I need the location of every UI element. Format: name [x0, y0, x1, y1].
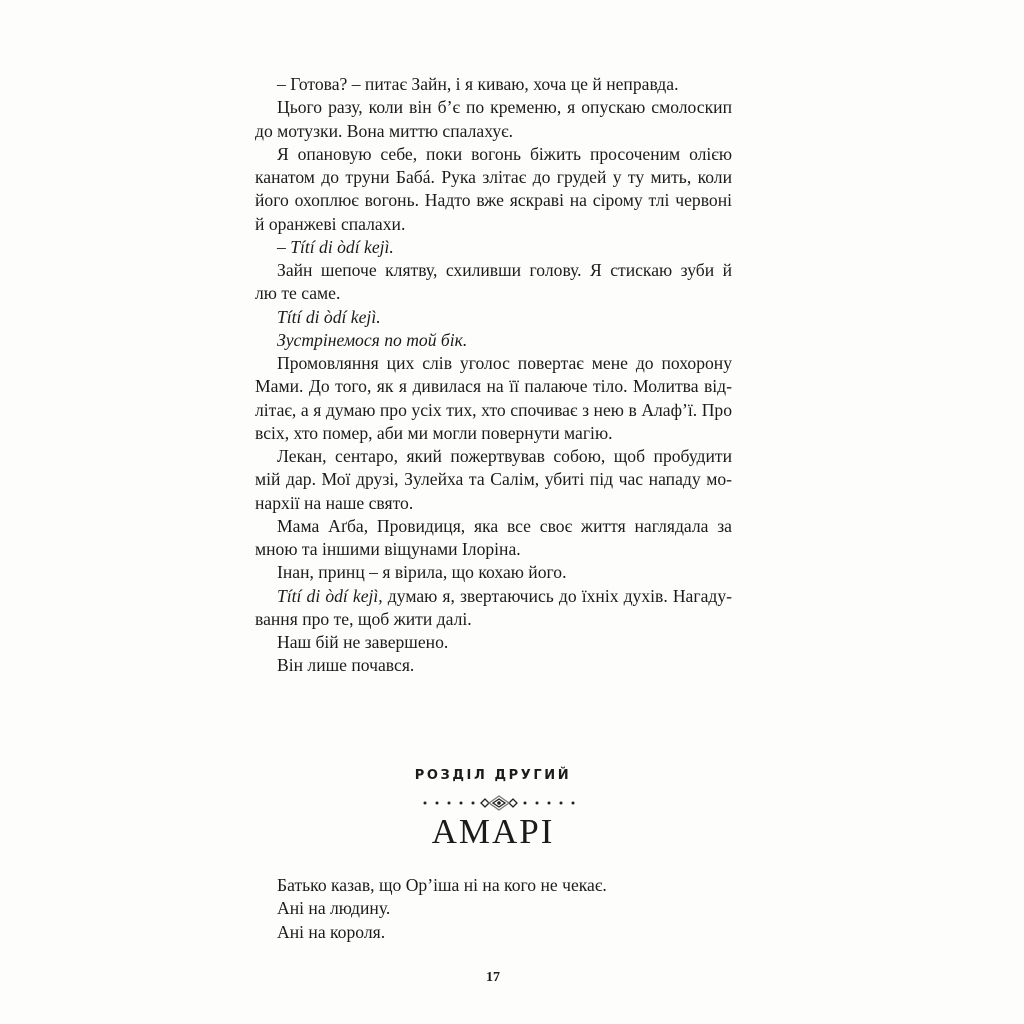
text-line — [255, 445, 732, 468]
text-line — [255, 213, 732, 236]
text-line — [255, 874, 732, 897]
text-line — [255, 143, 732, 166]
text-line — [255, 561, 732, 584]
line-text: Зайн шепоче клятву, схиливши голову. Я стискаю зуби й — [277, 260, 732, 280]
italic-text: – Títí di òdí kejì. — [277, 236, 394, 257]
line-text: Ані на короля. — [277, 921, 386, 942]
text-line — [255, 329, 732, 352]
text-line — [255, 236, 732, 259]
text-line — [255, 515, 732, 538]
line-text: мною та іншими віщунами Ілоріна. — [255, 539, 521, 559]
line-text: думаю я, звертаючись до їхніх духів. Нагаду- — [382, 585, 732, 606]
italic-text: Títí di òdí kejì, — [277, 585, 383, 606]
line-text: мій дар. Мої друзі, Зулейха та Салім, убиті під час нападу мо- — [255, 469, 732, 490]
line-text: Промовляння цих слів уголос повертає мене до похорону — [277, 353, 732, 373]
text-line — [255, 166, 732, 189]
text-line — [255, 399, 732, 422]
chapter-title: АМАРІ — [431, 812, 555, 851]
line-text: його охоплює вогонь. Надто вже яскраві на сірому тлі червоні — [255, 190, 732, 211]
line-text: лю те саме. — [255, 283, 341, 304]
line-text: Наш бій не завершено. — [277, 632, 449, 652]
text-line — [255, 897, 732, 920]
italic-text: Зустрінемося по той бік. — [277, 329, 468, 350]
line-text: до мотузки. Вона миттю спалахує. — [255, 120, 514, 141]
italic-text: Títí di òdí kejì. — [277, 306, 381, 327]
text-block-previous-chapter — [255, 73, 732, 678]
text-line — [255, 352, 732, 375]
text-line — [255, 259, 732, 282]
line-text: нархії на наше свято. — [255, 492, 414, 513]
text-line — [255, 306, 732, 329]
line-text: Інан, принц – я вірила, що кохаю його. — [277, 562, 567, 583]
line-text: всіх, хто помер, аби ми могли повернути магію. — [255, 422, 613, 443]
line-text: Батько казав, що Ор’іша ні на кого не чекає. — [277, 875, 607, 895]
text-line — [255, 654, 732, 677]
chapter-ornament-icon — [423, 795, 575, 811]
text-line — [255, 492, 732, 515]
text-line — [255, 631, 732, 654]
line-text: Я опановую себе, поки вогонь біжить просоченим олією — [277, 143, 732, 164]
line-text: Цього разу, коли він б’є по кременю, я опускаю смолоскип — [277, 97, 732, 118]
text-line — [255, 189, 732, 212]
line-text: літає, а я думаю про усіх тих, хто спочиває з нею в Алаф’ї. Про — [255, 399, 732, 420]
text-line — [255, 585, 732, 608]
text-line — [255, 96, 732, 119]
line-text: й оранжеві спалахи. — [255, 213, 406, 234]
text-line — [255, 538, 732, 561]
text-block-chapter-two — [255, 874, 732, 944]
line-text: канатом до труни Бабá. Рука злітає до грудей у ту мить, коли — [255, 167, 732, 187]
text-line — [255, 422, 732, 445]
text-line — [255, 608, 732, 631]
page-number: 17 — [486, 970, 500, 985]
line-text: Ані на людину. — [277, 898, 391, 919]
text-line — [255, 921, 732, 944]
line-text: – Готова? – питає Зайн, і я киваю, хоча це й неправда. — [277, 74, 679, 94]
text-line — [255, 375, 732, 398]
line-text: вання про те, щоб жити далі. — [255, 608, 472, 629]
line-text: Мами. До того, як я дивилася на її палаюче тіло. Молитва від- — [255, 376, 732, 397]
text-line — [255, 468, 732, 491]
line-text: Він лише почався. — [277, 655, 415, 676]
line-text: Лекан, сентаро, який пожертвував собою, щоб пробудити — [277, 446, 732, 466]
line-text: Мама Аґба, Провидиця, яка все своє життя наглядала за — [277, 515, 732, 536]
chapter-label: РОЗДІЛ ДРУГИЙ — [414, 768, 572, 783]
text-line — [255, 73, 732, 96]
text-line — [255, 120, 732, 143]
text-line — [255, 282, 732, 305]
